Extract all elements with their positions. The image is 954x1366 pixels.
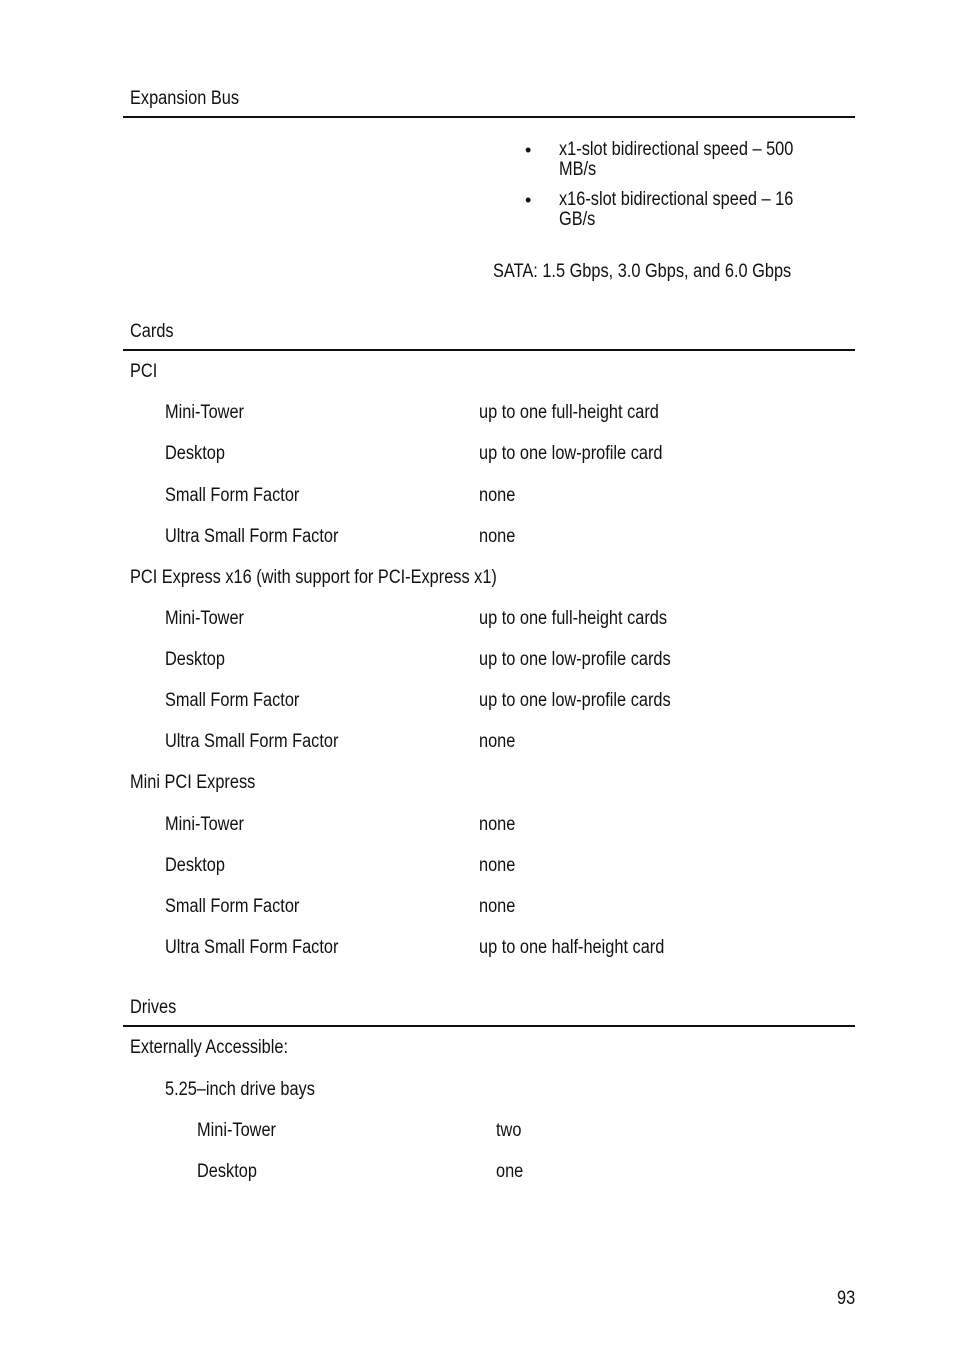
bullet-text-x1-speed: x1-slot bidirectional speed – 500 MB/s <box>559 139 794 180</box>
section-divider <box>123 116 855 118</box>
row-label: Small Form Factor <box>165 485 300 506</box>
row-label: Ultra Small Form Factor <box>165 731 339 752</box>
row-value: none <box>479 485 516 506</box>
page-number: 93 <box>837 1288 856 1309</box>
row-label: Small Form Factor <box>165 896 300 917</box>
group-label-pci-express-x16: PCI Express x16 (with support for PCI-Express x1) <box>130 567 497 588</box>
bullet-text-x16-speed: x16-slot bidirectional speed – 16 GB/s <box>559 189 794 230</box>
row-label: Desktop <box>165 649 225 670</box>
row-value: up to one low-profile cards <box>479 649 671 670</box>
sata-speed-text: SATA: 1.5 Gbps, 3.0 Gbps, and 6.0 Gbps <box>493 261 792 282</box>
row-label: Desktop <box>197 1161 257 1182</box>
row-value: up to one full-height card <box>479 402 659 423</box>
row-label: Small Form Factor <box>165 690 300 711</box>
row-value: none <box>479 731 516 752</box>
row-value: none <box>479 896 516 917</box>
bullet-dot: • <box>525 190 532 210</box>
section-heading-cards: Cards <box>130 321 174 342</box>
sub-group-label-drive-bays: 5.25–inch drive bays <box>165 1079 315 1100</box>
row-label: Mini-Tower <box>165 814 244 835</box>
section-heading-expansion-bus: Expansion Bus <box>130 88 240 109</box>
row-value: up to one low-profile cards <box>479 690 671 711</box>
row-label: Ultra Small Form Factor <box>165 526 339 547</box>
row-label: Mini-Tower <box>197 1120 276 1141</box>
group-label-externally-accessible: Externally Accessible: <box>130 1037 289 1058</box>
group-label-mini-pci-express: Mini PCI Express <box>130 772 256 793</box>
bullet-dot: • <box>525 140 532 160</box>
row-label: Desktop <box>165 443 225 464</box>
section-divider <box>123 1025 855 1027</box>
row-value: none <box>479 855 516 876</box>
row-value: up to one full-height cards <box>479 608 668 629</box>
group-label-pci: PCI <box>130 361 158 382</box>
row-label: Desktop <box>165 855 225 876</box>
row-value: up to one low-profile card <box>479 443 663 464</box>
row-label: Mini-Tower <box>165 608 244 629</box>
section-heading-drives: Drives <box>130 997 177 1018</box>
row-value: two <box>496 1120 522 1141</box>
row-value: none <box>479 526 516 547</box>
row-label: Ultra Small Form Factor <box>165 937 339 958</box>
row-label: Mini-Tower <box>165 402 244 423</box>
row-value: none <box>479 814 516 835</box>
row-value: one <box>496 1161 524 1182</box>
row-value: up to one half-height card <box>479 937 665 958</box>
section-divider <box>123 349 855 351</box>
